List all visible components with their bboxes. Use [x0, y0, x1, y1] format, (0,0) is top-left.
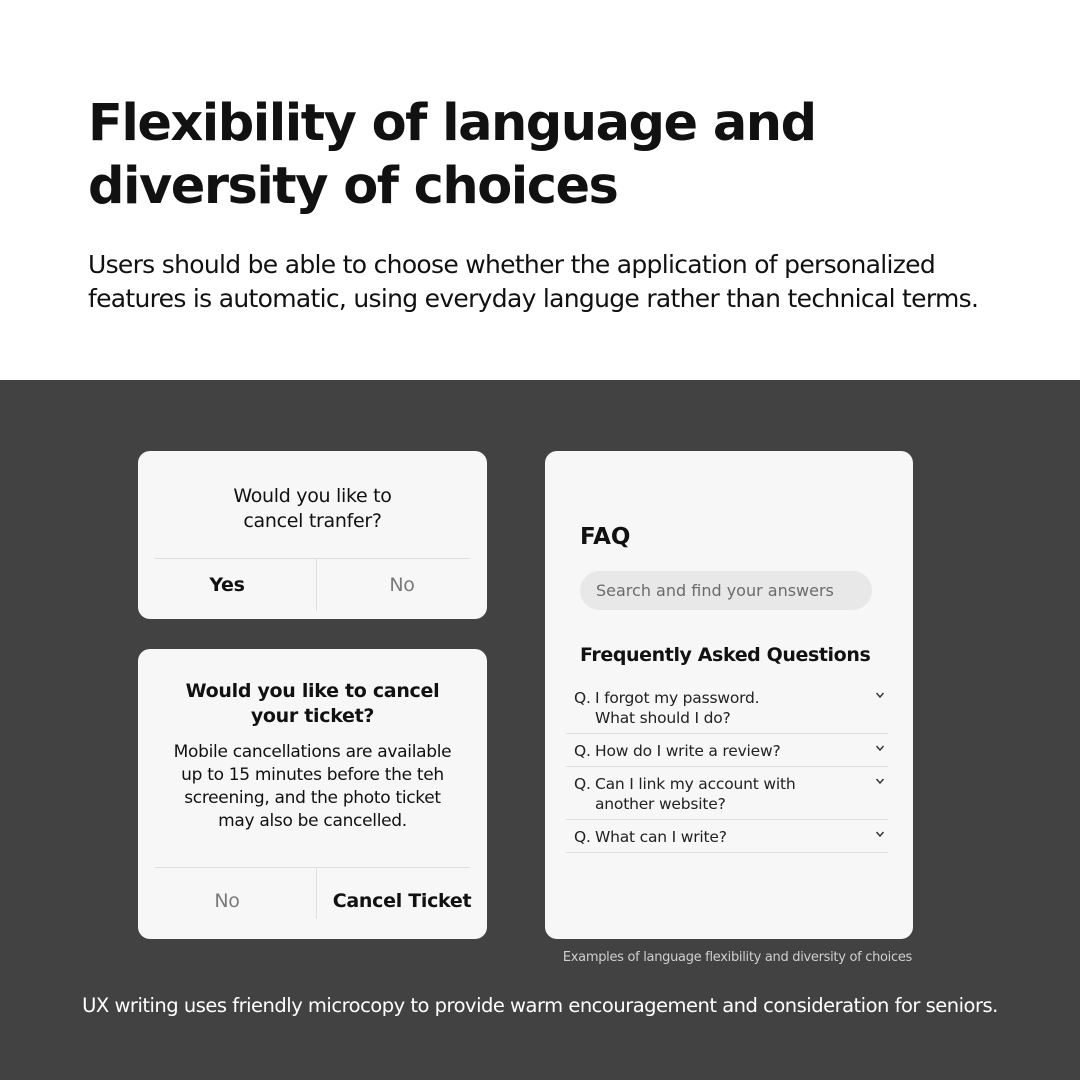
faq-question-line: Can I link my account with — [595, 775, 796, 793]
dialog-question-line: Would you like to cancel — [185, 680, 440, 702]
dialog-description-line: Mobile cancellations are available — [173, 742, 452, 762]
dialog-divider — [155, 867, 470, 868]
dialog-question — [138, 679, 487, 729]
dialog-question-line: Would you like to — [233, 485, 392, 507]
page-subtitle-line: features is automatic, using everyday languge rather than technical terms. — [88, 284, 979, 313]
cancel-transfer-dialog — [138, 451, 487, 619]
faq-question-line: I forgot my password. — [595, 689, 760, 707]
dialog-question-line: your ticket? — [250, 705, 375, 727]
question-prefix: Q. — [574, 828, 591, 846]
page-title-line: Flexibility of language and — [88, 94, 816, 153]
dialog-question-line: cancel tranfer? — [243, 510, 382, 532]
faq-question-line: What should I do? — [595, 709, 731, 727]
faq-question-line: another website? — [595, 795, 726, 813]
page-title — [88, 92, 988, 218]
faq-question — [595, 688, 858, 728]
chevron-down-icon[interactable] — [872, 826, 888, 842]
page-title-line: diversity of choices — [88, 157, 618, 216]
chevron-down-icon[interactable] — [872, 687, 888, 703]
no-button[interactable]: No — [138, 873, 316, 929]
cancel-ticket-dialog — [138, 649, 487, 939]
faq-item[interactable] — [566, 820, 888, 853]
header-section — [0, 0, 1080, 380]
dialog-description-line: up to 15 minutes before the teh — [181, 765, 444, 785]
faq-item[interactable] — [566, 734, 888, 767]
faq-search-input[interactable] — [580, 571, 872, 610]
no-button[interactable]: No — [317, 559, 487, 611]
faq-question-line: What can I write? — [595, 828, 727, 846]
faq-question — [595, 827, 858, 847]
faq-question-line: How do I write a review? — [595, 742, 781, 760]
faq-question — [595, 774, 858, 814]
question-prefix: Q. — [574, 689, 591, 707]
dialog-description-line: screening, and the photo ticket — [184, 788, 441, 808]
dialog-description — [162, 741, 463, 833]
page-subtitle-line: Users should be able to choose whether the application of personalized — [88, 250, 936, 279]
yes-button[interactable]: Yes — [138, 559, 316, 611]
faq-list — [566, 683, 888, 853]
footnote: UX writing uses friendly microcopy to provide warm encouragement and consideration for seniors. — [82, 994, 998, 1017]
cancel-ticket-button[interactable]: Cancel Ticket — [317, 873, 487, 929]
faq-question — [595, 741, 858, 761]
question-prefix: Q. — [574, 775, 591, 793]
faq-item[interactable] — [566, 683, 888, 734]
chevron-down-icon[interactable] — [872, 740, 888, 756]
examples-caption: Examples of language flexibility and diversity of choices — [562, 950, 912, 965]
page-subtitle — [88, 248, 1048, 316]
dialog-question — [138, 484, 487, 534]
faq-screen — [545, 451, 913, 939]
dialog-description-line: may also be cancelled. — [218, 811, 407, 831]
faq-title: FAQ — [580, 524, 631, 550]
faq-section-title: Frequently Asked Questions — [580, 644, 871, 666]
chevron-down-icon[interactable] — [872, 773, 888, 789]
faq-item[interactable] — [566, 767, 888, 820]
question-prefix: Q. — [574, 742, 591, 760]
